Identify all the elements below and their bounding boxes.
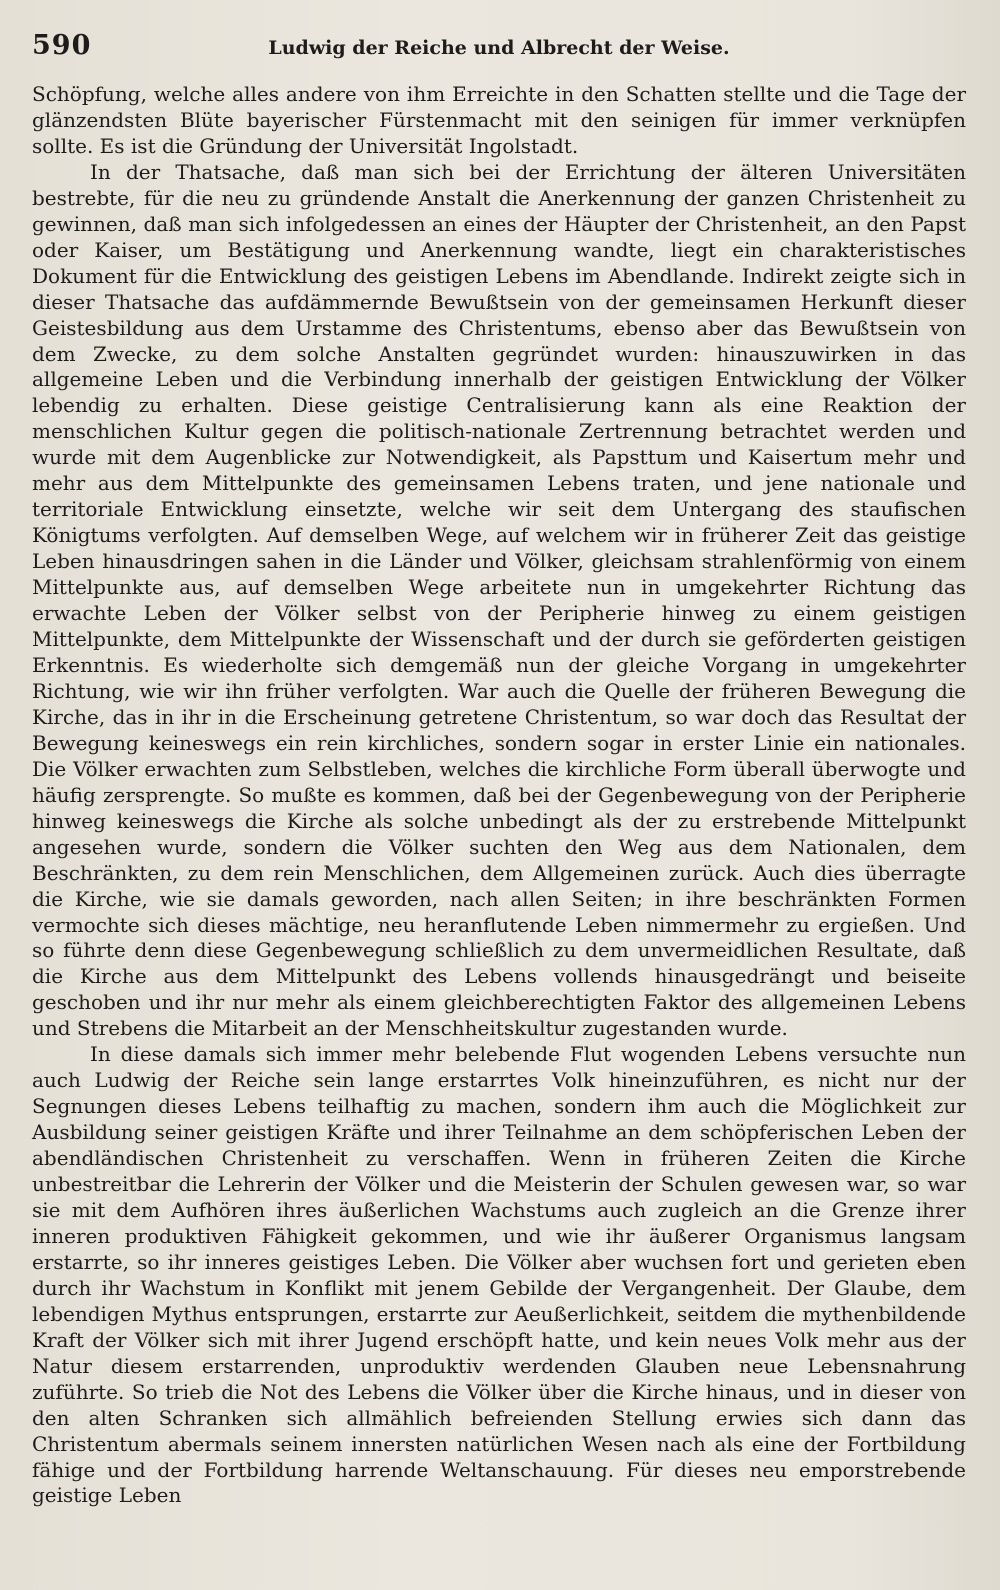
paragraph-3: In diese damals sich immer mehr belebende Flut wogenden Lebens versuchte nun auch Ludwig der Reiche sein lange erstarrtes Volk hineinzuführen, es nicht nur der Segnungen dieses Lebens teilhaftig zu machen, sondern ihm auch die Möglichkeit zur Ausbildung seiner geistigen Kräfte und ihrer Teilnahme an dem schöpferischen Leben der abendländischen Christenheit zu verschaffen. Wenn in früheren Zeiten die Kirche unbestreitbar die Lehrerin der Völker und die Meisterin der Schulen gewesen war, so war sie mit dem Aufhören ihres äußerlichen Wachstums auch zugleich an die Grenze ihrer inneren produktiven Fähigkeit gekommen, und wie ihr äußerer Organismus langsam erstarrte, so ihr inneres geistiges Leben. Die Völker aber wuchsen fort und gerieten eben durch ihr Wachstum in Konflikt mit jenem Gebilde der Vergangenheit. Der Glaube, dem lebendigen Mythus entsprungen, erstarrte zur Aeußerlichkeit, seitdem die mythenbildende Kraft der Völker sich mit ihrer Jugend erschöpft hatte, und kein neues Volk mehr aus der Natur diesem erstarrenden, unproduktiv werdenden Glauben neue Lebensnahrung zuführte. So trieb die Not des Lebens die Völker über die Kirche hinaus, und in dieser von den alten Schranken sich allmählich befreienden Stellung erwies sich dann das Christentum abermals seinem innersten natürlichen Wesen nach als eine der Fortbildung fähige und der Fortbildung harrende Weltanschauung. Für dieses neu emporstrebende geistige Leben	[32, 1042, 966, 1508]
running-head: Ludwig der Reiche und Albrecht der Weise.	[268, 37, 730, 59]
page-number: 590	[32, 30, 92, 61]
body-text	[32, 82, 966, 1509]
page-header	[32, 30, 966, 74]
paragraph-2: In der Thatsache, daß man sich bei der Errichtung der älteren Universitäten bestrebte, für die neu zu gründende Anstalt die Anerkennung der ganzen Christenheit zu gewinnen, daß man sich infolgedessen an eines der Häupter der Christenheit, an den Papst oder Kaiser, um Bestätigung und Anerkennung wandte, liegt ein charakteristisches Dokument für die Entwicklung des geistigen Lebens im Abendlande. Indirekt zeigte sich in dieser Thatsache das aufdämmernde Bewußtsein von der gemeinsamen Herkunft dieser Geistesbildung aus dem Urstamme des Christentums, ebenso aber das Bewußtsein von dem Zwecke, zu dem solche Anstalten gegründet wurden: hinauszuwirken in das allgemeine Leben und die Verbindung innerhalb der geistigen Entwicklung der Völker lebendig zu erhalten. Diese geistige Centralisierung kann als eine Reaktion der menschlichen Kultur gegen die politisch-nationale Zertrennung betrachtet werden und wurde mit dem Augenblicke zur Notwendigkeit, als Papsttum und Kaisertum mehr und mehr aus dem Mittelpunkte des gemeinsamen Lebens traten, und jene nationale und territoriale Entwicklung einsetzte, welche wir seit dem Untergang des staufischen Königtums verfolgten. Auf demselben Wege, auf welchem wir in früherer Zeit das geistige Leben hinausdringen sahen in die Länder und Völker, gleichsam strahlenförmig von einem Mittelpunkte aus, auf demselben Wege arbeitete nun in umgekehrter Richtung das erwachte Leben der Völker selbst von der Peripherie hinweg zu einem geistigen Mittelpunkte, dem Mittelpunkte der Wissenschaft und der durch sie geförderten geistigen Erkenntnis. Es wiederholte sich demgemäß nun der gleiche Vorgang in umgekehrter Richtung, wie wir ihn früher verfolgten. War auch die Quelle der früheren Bewegung die Kirche, das in ihr in die Erscheinung getretene Christentum, so war doch das Resultat der Bewegung keineswegs ein rein kirchliches, sondern sogar in erster Linie ein nationales. Die Völker erwachten zum Selbstleben, welches die kirchliche Form überall überwogte und häufig zersprengte. So mußte es kommen, daß bei der Gegenbewegung von der Peripherie hinweg keineswegs die Kirche als solche unbedingt als der zu erstrebende Mittelpunkt angesehen wurde, sondern die Völker suchten den Weg aus dem Nationalen, dem Beschränkten, zu dem rein Menschlichen, dem Allgemeinen zurück. Auch dies überragte die Kirche, wie sie damals geworden, nach allen Seiten; in ihre beschränkten Formen vermochte sich dieses mächtige, neu heranflutende Leben nimmermehr zu ergießen. Und so führte denn diese Gegenbewegung schließlich zu dem unvermeidlichen Resultate, daß die Kirche aus dem Mittelpunkt des Lebens vollends hinausgedrängt und beiseite geschoben und ihr nur mehr als einem gleichberechtigten Faktor des allgemeinen Lebens und Strebens die Mitarbeit an der Menschheitskultur zugestanden wurde.	[32, 159, 966, 1041]
paragraph-1: Schöpfung, welche alles andere von ihm Erreichte in den Schatten stellte und die Tage der glänzendsten Blüte bayerischer Fürstenmacht mit den seinigen für immer verknüpfen sollte. Es ist die Gründung der Universität Ingolstadt.	[32, 82, 966, 158]
